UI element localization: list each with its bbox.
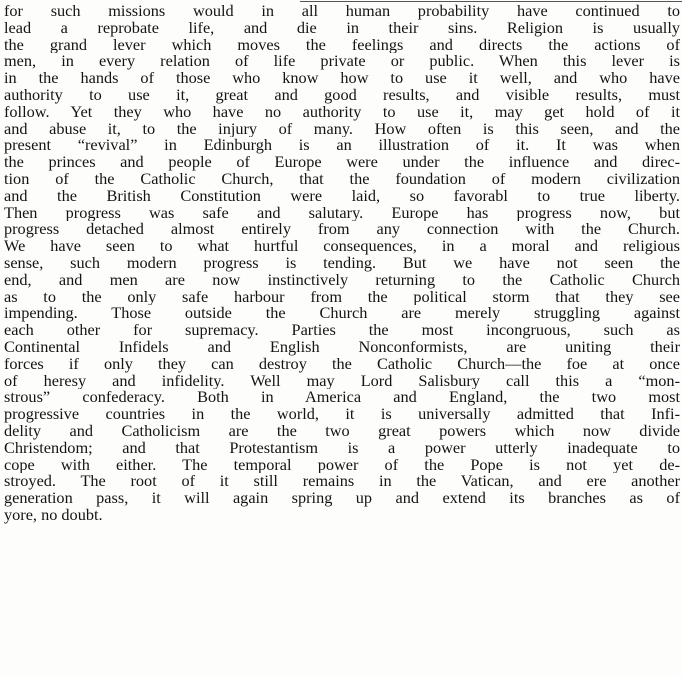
text-line: present “revival” in Edinburgh is an illustration of it. It was when [4,137,680,155]
text-line: cope with either. The temporal power of the Pope is not yet de- [4,456,680,474]
text-line: each other for supremacy. Parties the most incongruous, such as [4,322,680,339]
text-line: Christendom; and that Protestantism is a power utterly inadequate to [4,439,680,457]
text-line: yore, no doubt. [4,506,103,524]
text-line: Continental Infidels and English Nonconformists, are uniting their [4,338,680,356]
text-line: for such missions would in all human probability have continued to [4,3,680,20]
text-line: stroyed. The root of it still remains in the Vatican, and ere another [4,473,680,491]
text-line: follow. Yet they who have no authority to use it, may get hold of it [4,103,680,121]
text-line: the princes and people of Europe were under the influence and direc- [4,154,680,171]
text-line: authority to use it, great and good results, and visible results, must [4,86,680,104]
text-line: and abuse it, to the injury of many. How often is this seen, and the [4,120,680,138]
text-line: delity and Catholicism are the two great powers which now divide [4,422,680,440]
text-line: end, and men are now instinctively returning to the Catholic Church [4,271,680,289]
article-text [4,3,680,524]
text-line: progressive countries in the world, it is universally admitted that Infi- [4,406,680,423]
text-line: lead a reprobate life, and die in their sins. Religion is usually [4,19,680,37]
text-line: sense, such modern progress is tending. But we have not seen the [4,254,680,272]
text-line: Then progress was safe and salutary. Europe has progress now, but [4,204,680,222]
text-line: generation pass, it will again spring up and extend its branches as of [4,490,680,507]
text-line: strous” confederacy. Both in America and England, the two most [4,389,680,407]
text-line: in the hands of those who know how to use it well, and who have [4,70,680,87]
top-rule [300,1,682,2]
text-line: and the British Constitution were laid, so favorabl to true liberty. [4,187,680,205]
text-line: the grand lever which moves the feelings and directs the actions of [4,36,680,54]
text-line: impending. Those outside the Church are merely struggling against [4,305,680,323]
text-line: as to the only safe harbour from the political storm that they see [4,288,680,306]
text-line: progress detached almost entirely from any connection with the Church. [4,221,680,239]
text-line: forces if only they can destroy the Catholic Church—the foe at once [4,355,680,373]
text-line: tion of the Catholic Church, that the foundation of modern civilization [4,170,680,188]
text-line: We have seen to what hurtful consequences, in a moral and religious [4,238,680,255]
text-line: of heresy and infidelity. Well may Lord Salisbury call this a “mon- [4,372,680,390]
text-line: men, in every relation of life private or public. When this lever is [4,53,680,71]
